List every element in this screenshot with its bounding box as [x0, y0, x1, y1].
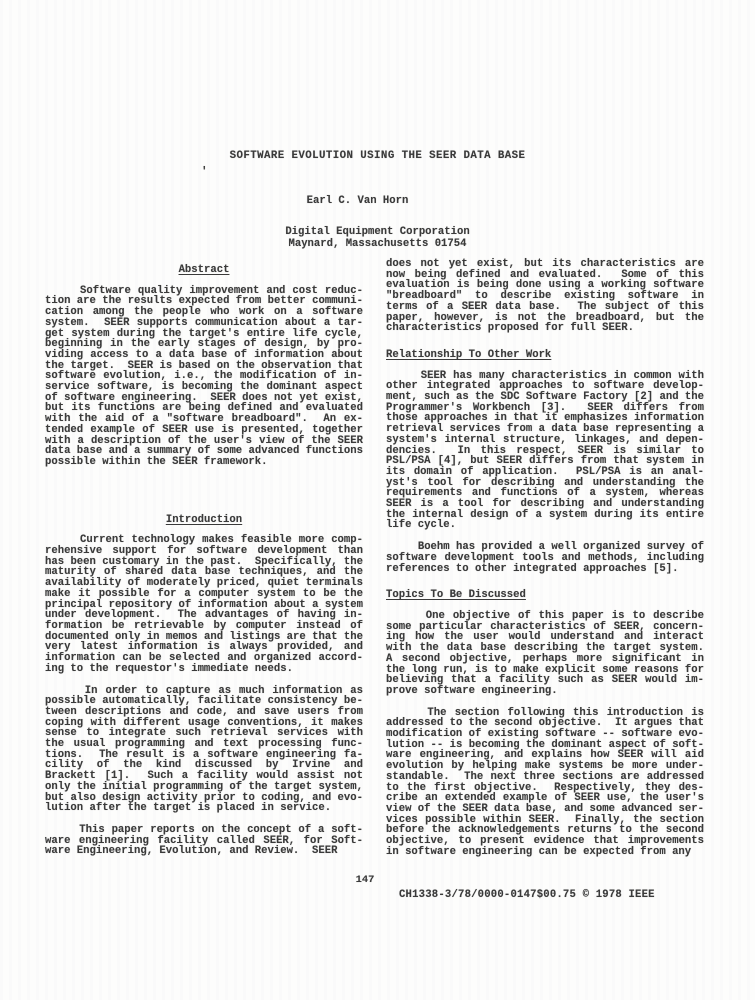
- paragraph: [386, 611, 704, 697]
- text-line: data base and a summary of some advanced functions: [45, 445, 363, 458]
- text-line: to the first objective. Respectively, they des-: [386, 781, 704, 794]
- text-line: rehensive support for software development than: [45, 545, 363, 558]
- text-line: other integrated approaches to software develop-: [386, 380, 704, 393]
- section-heading-text: Relationship To Other Work: [386, 348, 552, 361]
- text-line: A second objective, perhaps more significant in: [386, 652, 704, 665]
- scan-artifact-mark: ': [201, 166, 208, 178]
- text-line: addressed to the second objective. It argues that: [386, 717, 704, 730]
- section-heading: [386, 350, 704, 361]
- text-line: some particular characteristics of SEER, concern-: [386, 620, 704, 633]
- section-heading: [45, 515, 363, 526]
- text-line: paper, however, is not the breadboard, but the: [386, 311, 704, 324]
- right-column: [386, 259, 704, 857]
- text-line: requirements and functions of a system, whereas: [386, 487, 704, 500]
- copyright-line: CH1338-3/78/0000-0147$00.75 © 1978 IEEE: [399, 889, 655, 901]
- text-line: prove software engineering.: [386, 684, 558, 697]
- text-line: tween descriptions and code, and save users from: [45, 705, 363, 718]
- text-line: sense to integrate such retrieval services with: [45, 727, 363, 740]
- page-number: 147: [355, 874, 375, 886]
- text-line: modification of existing software -- software evo-: [386, 728, 704, 741]
- text-line: maturity of shared data base techniques, and the: [45, 566, 363, 579]
- text-line: ment, such as the SDC Software Factory [2] and the: [386, 391, 704, 404]
- text-line: formation be retrievable by computer instead of: [45, 619, 363, 632]
- text-line: under development. The advantages of having in-: [45, 609, 363, 622]
- text-line: but also design activity prior to coding, and evo-: [45, 791, 363, 804]
- text-line: objective, to present evidence that improvements: [386, 835, 704, 848]
- text-line: One objective of this paper is to describe: [386, 609, 704, 622]
- text-line: its domain of application. PSL/PSA is an anal-: [386, 465, 704, 478]
- text-line: Software quality improvement and cost reduc-: [45, 284, 363, 297]
- text-line: retrieval services from a data base representing a: [386, 423, 704, 436]
- text-line: system. SEER supports communication about a tar-: [45, 316, 363, 329]
- text-line: characteristics proposed for full SEER.: [386, 322, 634, 335]
- text-line: has been customary in the past. Specifically, the: [45, 555, 363, 568]
- text-line: cility of the kind discussed by Irvine and: [45, 759, 363, 772]
- text-line: SEER has many characteristics in common with: [386, 369, 704, 382]
- text-line: with a description of the user's view of the SEER: [45, 434, 363, 447]
- section-heading: [45, 265, 363, 276]
- text-line: viding access to a data base of information about: [45, 348, 363, 361]
- text-line: make it possible for a computer system to be the: [45, 587, 363, 600]
- text-line: evaluation is being done using a working software: [386, 279, 704, 292]
- text-line: system's internal structure, linkages, and depen-: [386, 433, 704, 446]
- text-line: get system during the target's entire life cycle,: [45, 327, 363, 340]
- text-line: possible within the SEER framework.: [45, 455, 268, 468]
- text-line: the target. SEER is based on the observation that: [45, 359, 363, 372]
- section-heading: [386, 590, 704, 601]
- author-name: Earl C. Van Horn: [306, 195, 409, 207]
- text-line: principal repository of information about a system: [45, 598, 363, 611]
- text-line: only the initial programming of the target system,: [45, 780, 363, 793]
- text-line: in software engineering can be expected from any: [386, 845, 692, 858]
- affiliation-city: Maynard, Massachusetts 01754: [288, 237, 467, 250]
- paragraph: [45, 686, 363, 814]
- text-line: The section following this introduction is: [386, 706, 704, 719]
- paper-title: SOFTWARE EVOLUTION USING THE SEER DATA BASE: [229, 150, 526, 162]
- text-line: Current technology makes feasible more comp-: [45, 534, 363, 547]
- text-line: cation among the people who work on a software: [45, 306, 363, 319]
- text-line: cribe an extended example of SEER use, the user's: [386, 792, 704, 805]
- text-line: ware engineering facility called SEER, for Soft-: [45, 834, 363, 847]
- paragraph: [386, 542, 704, 574]
- text-line: This paper reports on the concept of a soft-: [45, 823, 363, 836]
- text-line: SEER is a tool for describing and understanding: [386, 498, 704, 511]
- text-line: with the data base describing the target system.: [386, 642, 704, 655]
- section-heading-text: Topics To Be Discussed: [386, 589, 526, 602]
- author-affiliation: [0, 227, 755, 250]
- text-line: ing how the user would understand and interact: [386, 631, 704, 644]
- text-line: of software engineering. SEER does not yet exist,: [45, 391, 363, 404]
- text-line: PSL/PSA [4], but SEER differs from that system in: [386, 455, 704, 468]
- text-line: availability of moderately priced, quiet terminals: [45, 577, 363, 590]
- text-line: "breadboard" to describe existing software in: [386, 290, 704, 303]
- text-line: ware Engineering, Evolution, and Review. SEER: [45, 845, 338, 858]
- text-line: tended example of SEER use is presented, together: [45, 423, 363, 436]
- text-line: software evolution, i.e., the modification of in-: [45, 370, 363, 383]
- text-line: beginning in the early stages of design, by pro-: [45, 338, 363, 351]
- paragraph: [45, 535, 363, 674]
- text-line: yst's tool for describing and understanding the: [386, 476, 704, 489]
- text-line: documented only in memos and listings are that the: [45, 630, 363, 643]
- text-line: before the acknowledgements returns to the second: [386, 824, 704, 837]
- text-line: references to other integrated approaches [5].: [386, 562, 679, 575]
- text-line: tions. The result is a software engineering fa-: [45, 748, 363, 761]
- paragraph: [386, 371, 704, 532]
- paragraph: [45, 286, 363, 468]
- section-heading-text: Abstract: [178, 264, 230, 276]
- text-line: now being defined and evaluated. Some of this: [386, 268, 704, 281]
- text-line: ing to the requestor's immediate needs.: [45, 662, 293, 675]
- text-line: very latest information is always provided, and: [45, 641, 363, 654]
- text-line: view of the SEER data base, and some advanced ser-: [386, 802, 704, 815]
- text-line: possible automatically, facilitate consistency be-: [45, 695, 363, 708]
- text-line: but its functions are being defined and evaluated: [45, 402, 363, 415]
- text-line: with the aid of a "software breadboard". An ex-: [45, 413, 363, 426]
- text-line: lution -- is becoming the dominant aspect of soft-: [386, 738, 704, 751]
- text-line: lution after the target is placed in service.: [45, 802, 332, 815]
- paragraph: [386, 259, 704, 334]
- text-line: In order to capture as much information as: [45, 684, 363, 697]
- text-line: service software, is becoming the dominant aspect: [45, 381, 363, 394]
- text-line: Programmer's Workbench [3]. SEER differs from: [386, 401, 704, 414]
- text-line: terms of a SEER data base. The subject of this: [386, 300, 704, 313]
- text-line: Brackett [1]. Such a facility would assist not: [45, 770, 363, 783]
- text-line: life cycle.: [386, 519, 456, 532]
- paragraph: [386, 708, 704, 858]
- section-heading-text: Introduction: [165, 513, 243, 526]
- affiliation-org: Digital Equipment Corporation: [285, 226, 470, 238]
- text-line: does not yet exist, but its characteristics are: [386, 258, 704, 270]
- text-line: software development tools and methods, including: [386, 551, 704, 564]
- text-line: coping with different usage conventions, it makes: [45, 716, 363, 729]
- text-line: Boehm has provided a well organized survey of: [386, 541, 704, 554]
- text-line: dencies. In this respect, SEER is similar to: [386, 444, 704, 457]
- text-line: believing that a facility such as SEER would im-: [386, 674, 704, 687]
- text-line: the usual programming and text processing func-: [45, 738, 363, 751]
- left-column: [45, 265, 363, 857]
- text-line: the long run, is to make explicit some reasons for: [386, 663, 704, 676]
- text-line: the internal design of a system during its entire: [386, 508, 704, 521]
- text-line: vices possible within SEER. Finally, the section: [386, 813, 704, 826]
- paragraph: [45, 825, 363, 857]
- text-line: tion are the results expected from better communi-: [45, 295, 363, 308]
- text-line: standable. The next three sections are addressed: [386, 770, 704, 783]
- text-line: evolution by helping make systems be more under-: [386, 760, 704, 773]
- text-line: information can be selected and organized accord-: [45, 652, 363, 665]
- text-line: ware engineering, and explains how SEER will aid: [386, 749, 704, 762]
- text-line: those approaches in that it emphasizes information: [386, 412, 704, 425]
